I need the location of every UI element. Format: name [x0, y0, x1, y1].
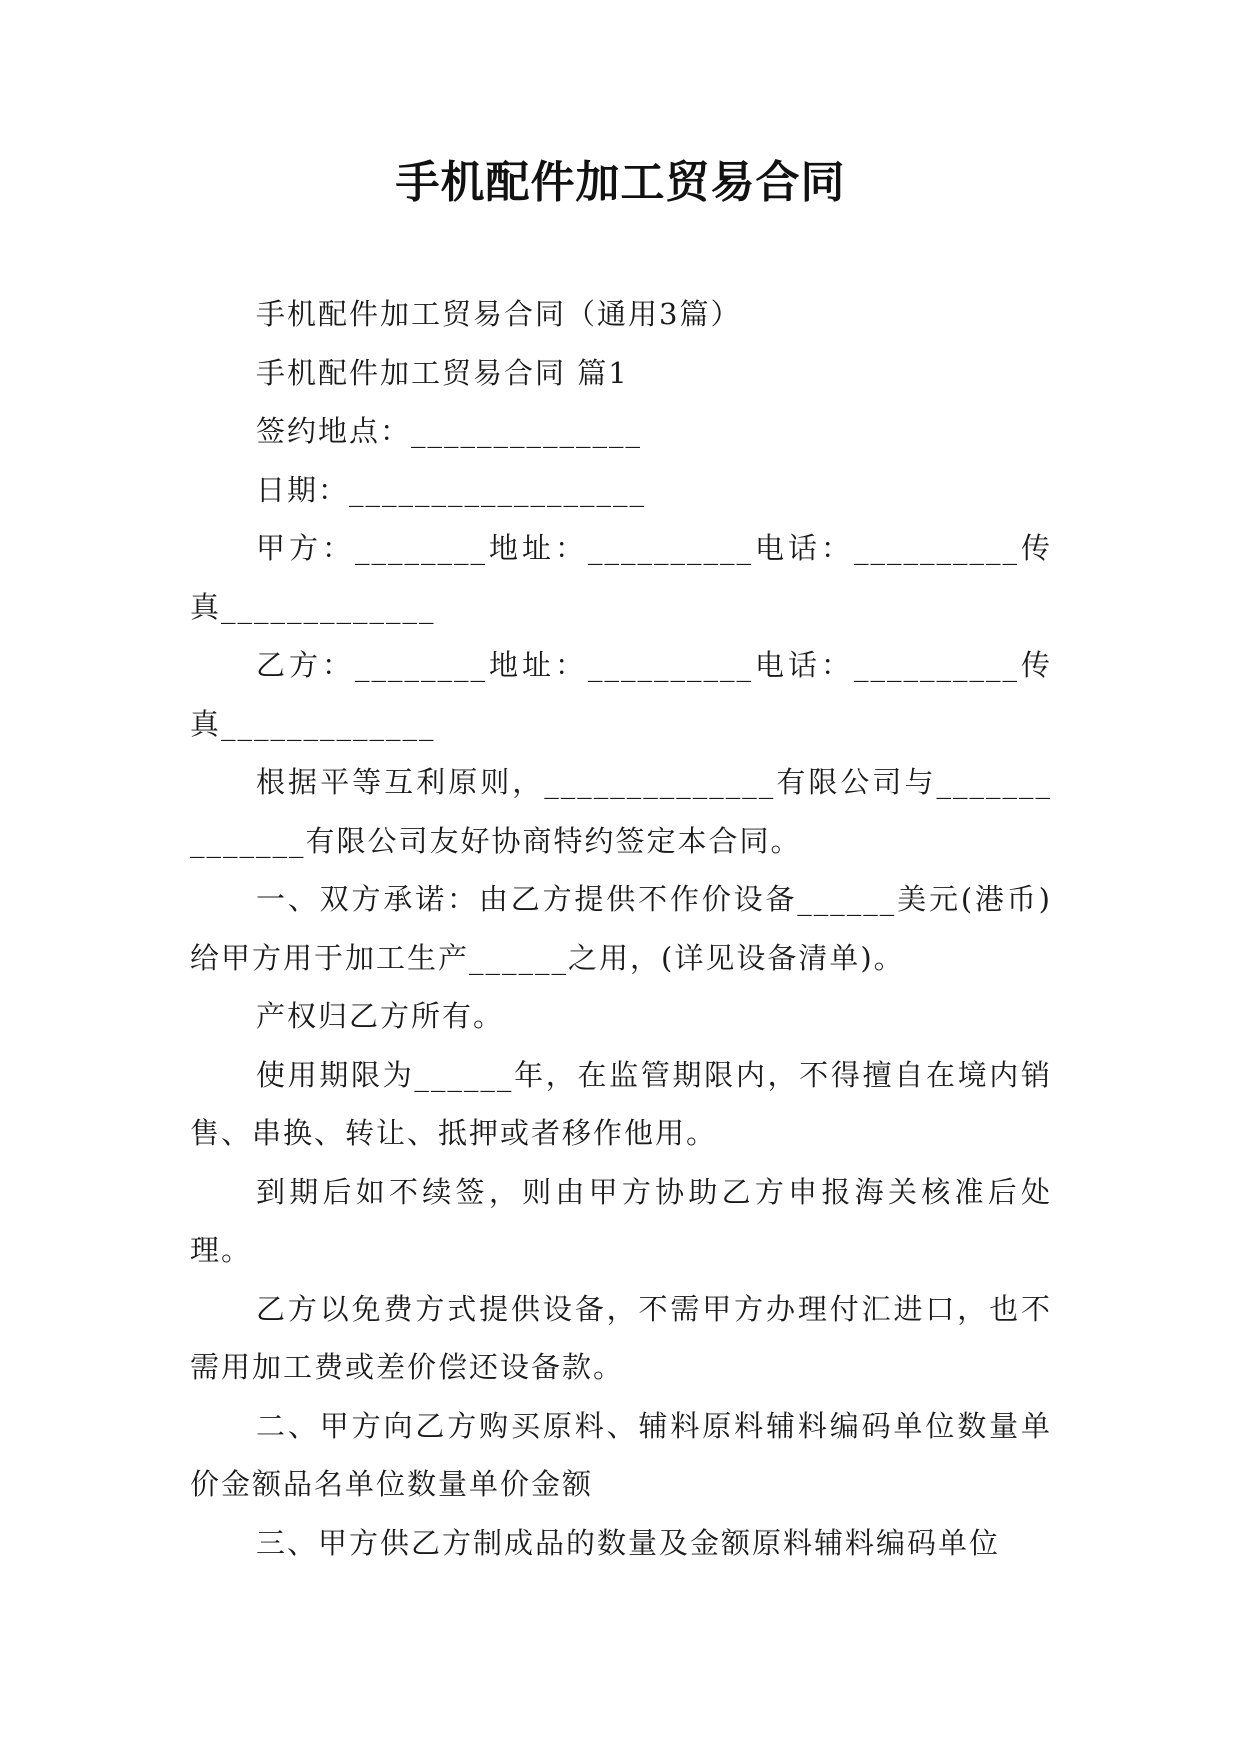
paragraph-date: 日期：__________________ [256, 472, 647, 507]
paragraph-ownership: 产权归乙方所有。 [256, 999, 505, 1033]
paragraph-party-b: 乙方：________地址：__________电话：__________传真_____________ [190, 648, 1052, 741]
document-body [190, 285, 1052, 1572]
paragraph-signing-place: 签约地点：______________ [256, 414, 643, 448]
paragraph-usage-term: 使用期限为______年，在监管期限内，不得擅自在境内销售、串换、转让、抵押或者移作他用。 [190, 1057, 1052, 1150]
document-title: 手机配件加工贸易合同 [395, 157, 846, 208]
paragraph-clause-1: 一、双方承诺：由乙方提供不作价设备______美元(港币)给甲方用于加工生产______之用，(详见设备清单)。 [190, 882, 1052, 975]
paragraph-party-a: 甲方：________地址：__________电话：__________传真_____________ [190, 531, 1052, 624]
paragraph-clause-2: 二、甲方向乙方购买原料、辅料原料辅料编码单位数量单价金额品名单位数量单价金额 [190, 1408, 1052, 1501]
paragraph-section-heading: 手机配件加工贸易合同 篇1 [256, 355, 629, 390]
paragraph-free-equipment: 乙方以免费方式提供设备，不需甲方办理付汇进口，也不需用加工费或差价偿还设备款。 [190, 1291, 1052, 1384]
paragraph-clause-3: 三、甲方供乙方制成品的数量及金额原料辅料编码单位 [256, 1525, 1001, 1560]
paragraph-expiry: 到期后如不续签，则由甲方协助乙方申报海关核准后处理。 [190, 1174, 1052, 1267]
paragraph-preamble: 根据平等互利原则，______________有限公司与______________有限公司友好协商特约签定本合同。 [190, 765, 1052, 858]
paragraph-subtitle: 手机配件加工贸易合同（通用3篇） [256, 297, 742, 331]
